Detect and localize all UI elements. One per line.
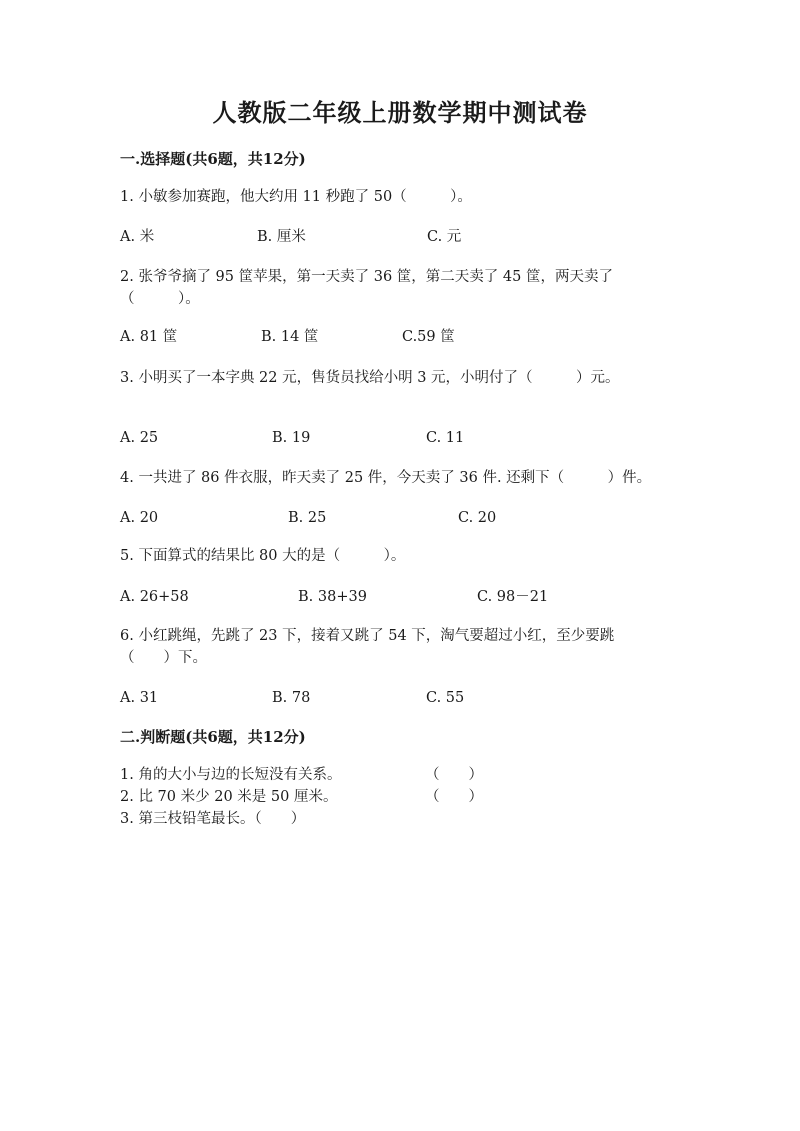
question-3: [120, 367, 680, 389]
question-3-option-b[interactable]: B. 19: [272, 430, 311, 446]
judge-item-3: 3. 第三枝铅笔最长。（ ）: [120, 811, 306, 827]
judge-item-1-answer[interactable]: （ ）: [425, 767, 483, 783]
question-4-option-a[interactable]: A. 20: [120, 510, 159, 526]
question-2-option-a[interactable]: A. 81 筐: [120, 329, 178, 345]
judge-item-2: 2. 比 70 米少 20 米是 50 厘米。: [120, 789, 338, 805]
question-5-line-1: 5. 下面算式的结果比 80 大的是（ ）。: [120, 548, 406, 564]
question-5: [120, 545, 680, 567]
question-1-options: [120, 225, 680, 249]
question-5-option-a[interactable]: A. 26+58: [120, 589, 189, 605]
question-6-option-b[interactable]: B. 78: [272, 690, 311, 706]
question-6-options: [120, 686, 680, 710]
question-4-option-b[interactable]: B. 25: [288, 510, 327, 526]
question-2-line-1: 2. 张爷爷摘了 95 筐苹果，第一天卖了 36 筐，第二天卖了 45 筐，两天卖了: [120, 269, 613, 285]
question-3-option-a[interactable]: A. 25: [120, 430, 159, 446]
page-title: 人教版二年级上册数学期中测试卷: [212, 98, 588, 127]
question-6-line-2: （ ）下。: [120, 650, 207, 666]
question-5-option-c[interactable]: C. 98－21: [477, 589, 549, 605]
question-2-options: [120, 325, 680, 349]
question-4: [120, 467, 680, 489]
question-1: [120, 186, 680, 208]
section-heading-judgement: 二.判断题(共6题，共12分): [120, 728, 306, 746]
question-6-option-a[interactable]: A. 31: [120, 690, 159, 706]
question-1-option-b[interactable]: B. 厘米: [257, 229, 306, 245]
question-4-option-c[interactable]: C. 20: [458, 510, 497, 526]
question-5-options: [120, 585, 680, 609]
question-6-option-c[interactable]: C. 55: [426, 690, 465, 706]
question-1-option-c[interactable]: C. 元: [427, 229, 462, 245]
question-4-line-1: 4. 一共进了 86 件衣服，昨天卖了 25 件，今天卖了 36 件. 还剩下（ ）件。: [120, 470, 652, 486]
section-heading-choice: 一.选择题(共6题，共12分): [120, 150, 306, 168]
judge-item-1: 1. 角的大小与边的长短没有关系。: [120, 767, 342, 783]
question-2-line-2: （ ）。: [120, 291, 200, 307]
question-2-option-b[interactable]: B. 14 筐: [261, 329, 319, 345]
question-3-line-1: 3. 小明买了一本字典 22 元，售货员找给小明 3 元，小明付了（ ）元。: [120, 370, 620, 386]
question-2-option-c[interactable]: C.59 筐: [402, 329, 455, 345]
question-5-option-b[interactable]: B. 38+39: [298, 589, 367, 605]
question-6-line-1: 6. 小红跳绳，先跳了 23 下，接着又跳了 54 下，淘气要超过小红，至少要跳: [120, 628, 615, 644]
question-1-line-1: 1. 小敏参加赛跑，他大约用 11 秒跑了 50（ ）。: [120, 189, 472, 205]
question-3-options: [120, 426, 680, 450]
question-3-option-c[interactable]: C. 11: [426, 430, 465, 446]
question-1-option-a[interactable]: A. 米: [120, 229, 155, 245]
question-6: [120, 625, 680, 669]
judge-item-2-answer[interactable]: （ ）: [425, 789, 483, 805]
question-2: [120, 266, 680, 310]
question-4-options: [120, 506, 680, 530]
